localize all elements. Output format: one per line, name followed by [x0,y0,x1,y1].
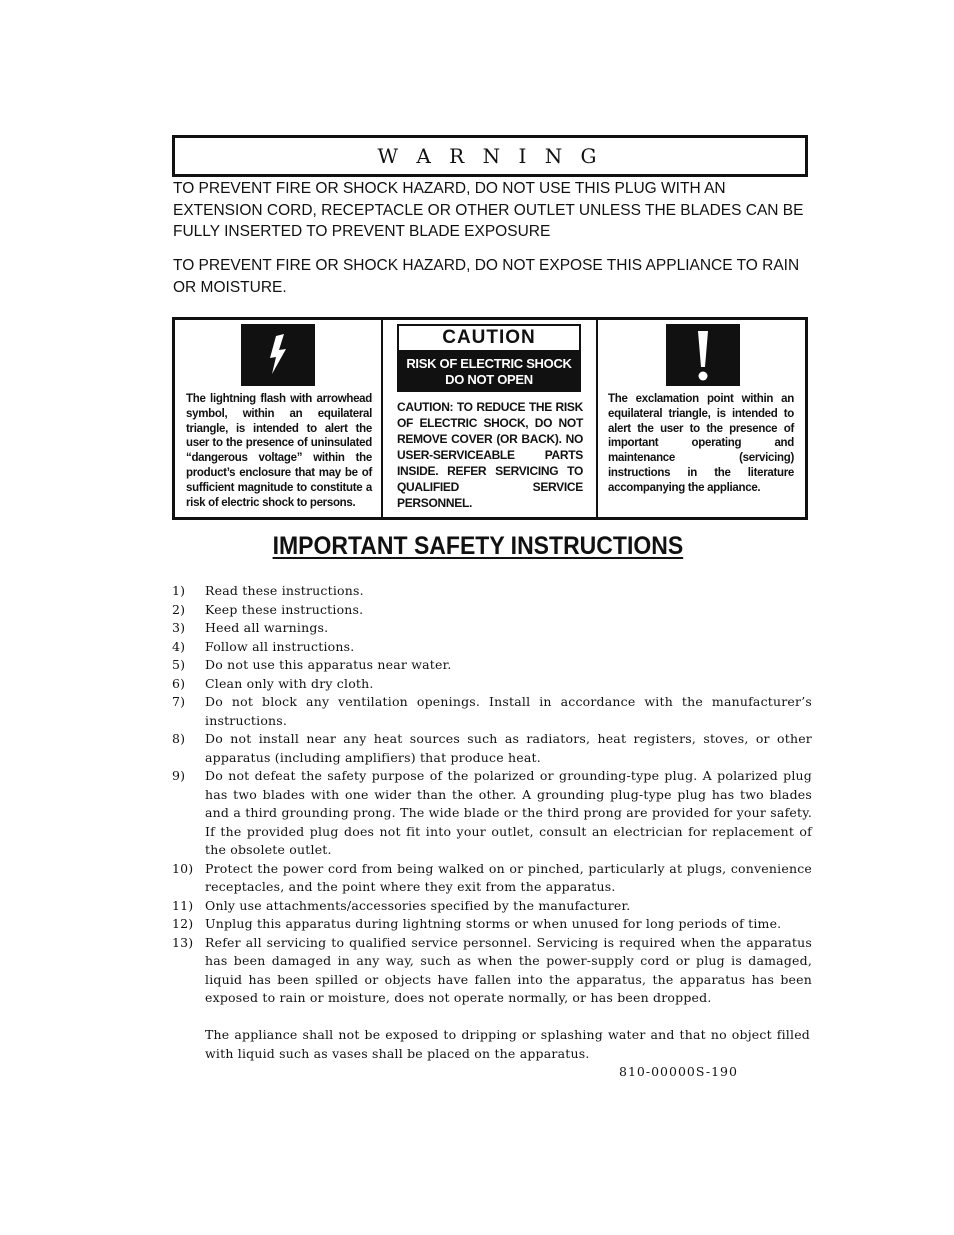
caution-band-line-2: DO NOT OPEN [445,372,533,387]
list-item [172,656,812,675]
page-title [39,532,917,561]
list-item [172,730,812,767]
exclamation-symbol-description: The exclamation point within an equilateral triangle, is intended to alert the user to the presence of important operating and maintenance (servicing) instructions in the literature accompanying the appliance. [608,393,794,494]
list-item-number: 7) [172,694,186,709]
list-item-number: 9) [172,768,186,783]
list-item-text: Only use attachments/accessories specified by the manufacturer. [205,897,631,913]
warning-paragraph-moisture: TO PREVENT FIRE OR SHOCK HAZARD, DO NOT EXPOSE THIS APPLIANCE TO RAIN OR MOISTURE. [173,257,800,296]
list-item-text: Heed all warnings. [205,620,329,635]
warning-title: W A R N I N G [377,144,603,168]
list-item [172,767,812,860]
list-item-number: 5) [172,657,186,672]
warning-paragraph-plug: TO PREVENT FIRE OR SHOCK HAZARD, DO NOT USE THIS PLUG WITH AN EXTENSION CORD, RECEPTACLE OR OTHER OUTLET UNLESS THE BLADES CAN BE FULLY INSERTED TO PREVENT BLADE EXPOSURE [173,180,804,240]
list-item-text: Unplug this apparatus during lightning storms or when unused for long periods of time. [205,916,782,931]
list-item [172,582,812,601]
appliance-note: The appliance shall not be exposed to dripping or splashing water and that no object filled with liquid such as vases shall be placed on the apparatus. [205,1027,810,1061]
lightning-bolt-icon [241,324,315,386]
document-code: 810-00000S-190 [619,1064,738,1079]
list-item-text: Follow all instructions. [205,638,355,654]
list-item [172,693,812,730]
list-item-text: Do not use this apparatus near water. [205,657,452,672]
list-item [172,638,812,657]
caution-band [397,352,581,392]
list-item-number: 10) [172,860,194,876]
list-item-text: Do not install near any heat sources such as radiators, heat registers, stoves, or other apparatus (including amplifiers) that produce heat. [205,731,812,765]
list-item [172,601,812,620]
list-item-number: 3) [172,620,186,635]
list-item-text: Do not defeat the safety purpose of the polarized or grounding-type plug. A polarized plug has two blades with one wider than the other. A grounding plug-type plug has two blades and a third grounding prong. The wide blade or the third prong are provided for your safety. If the provided plug does not fit into your outlet, consult an electrician for replacement of the obsolete outlet. [205,768,812,857]
page-title-text: IMPORTANT SAFETY INSTRUCTIONS [272,532,684,560]
caution-cell [383,320,598,517]
list-item-number: 8) [172,731,186,746]
list-item-number: 2) [172,601,186,617]
lightning-symbol-cell [175,320,383,517]
caution-band-line-1: RISK OF ELECTRIC SHOCK [406,356,572,371]
warning-symbols-table [172,317,808,520]
list-item-number: 12) [172,916,194,931]
list-item [172,860,812,897]
caution-description: CAUTION: TO REDUCE THE RISK OF ELECTRIC SHOCK, DO NOT REMOVE COVER (OR BACK). NO USER-SERVICEABLE PARTS INSIDE. REFER SERVICING TO QUALIFIED SERVICE PERSONNEL. [397,400,583,510]
list-item-text: Read these instructions. [205,583,364,598]
caution-title: CAUTION [397,324,581,352]
list-item-text: Protect the power cord from being walked on or pinched, particularly at plugs, convenience receptacles, and the point where they exit from the apparatus. [205,860,812,894]
list-item-text: Do not block any ventilation openings. Install in accordance with the manufacturer’s instructions. [205,694,812,728]
list-item-number: 13) [172,934,194,950]
list-item-number: 6) [172,675,186,691]
list-item [172,934,812,1008]
list-item [172,915,812,934]
list-item-number: 4) [172,638,186,654]
list-item [172,675,812,694]
list-item-text: Clean only with dry cloth. [205,675,374,691]
list-item-number: 1) [172,583,186,598]
safety-instructions-list [172,582,812,1008]
lightning-symbol-description: The lightning flash with arrowhead symbol, within an equilateral triangle, is intended to alert the user to the presence of uninsulated “dangerous voltage” within the product’s enclosure that may be of sufficient magnitude to constitute a risk of electric shock to persons. [186,393,372,509]
list-item-text: Refer all servicing to qualified service personnel. Servicing is required when the apparatus has been damaged in any way, such as when the power-supply cord or plug is damaged, liquid has been spilled or objects have fallen into the apparatus, the apparatus has been exposed to rain or moisture, does not operate normally, or has been dropped. [205,934,812,1005]
exclamation-symbol-cell [598,320,805,517]
warning-title-box [172,135,808,177]
list-item [172,619,812,638]
exclamation-point-icon [666,324,740,386]
list-item [172,897,812,916]
list-item-text: Keep these instructions. [205,601,364,617]
list-item-number: 11) [172,897,194,913]
